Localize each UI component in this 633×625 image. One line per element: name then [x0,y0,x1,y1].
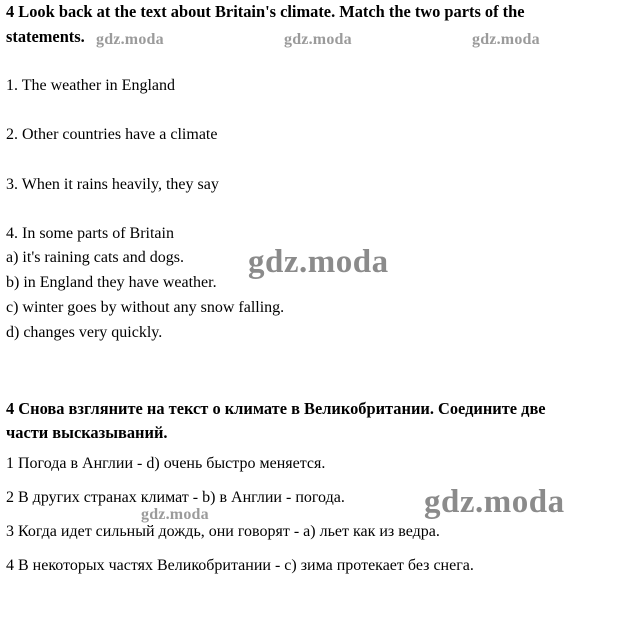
english-statement-2: 2. Other countries have a climate [6,126,218,143]
russian-answer-1: 1 Погода в Англии - d) очень быстро меняется. [6,455,326,472]
watermark-logo: gdz.moda [96,31,164,48]
russian-answer-4: 4 В некоторых частях Великобритании - с) зима протекает без снега. [6,557,474,574]
watermark-logo: gdz.moda [284,31,352,48]
russian-heading-line-1: 4 Снова взгляните на текст о климате в Великобритании. Соедините две [6,399,546,418]
english-option-b: b) in England they have weather. [6,274,217,291]
watermark-logo: gdz.moda [141,506,209,523]
watermark-logo: gdz.moda [472,31,540,48]
english-option-d: d) changes very quickly. [6,324,163,341]
russian-answer-3: 3 Когда идет сильный дождь, они говорят - а) льет как из ведра. [6,523,440,540]
russian-heading-line-2: части высказываний. [6,423,168,442]
english-statement-3: 3. When it rains heavily, they say [6,176,219,193]
watermark-logo: gdz.moda [424,484,565,520]
watermark-logo: gdz.moda [248,244,389,280]
russian-answer-2: 2 В других странах климат - b) в Англии - погода. [6,489,345,506]
english-statement-1: 1. The weather in England [6,77,175,94]
english-option-c: c) winter goes by without any snow falling. [6,299,285,316]
english-option-a: a) it's raining cats and dogs. [6,249,184,266]
english-heading-line-1: 4 Look back at the text about Britain's climate. Match the two parts of the [6,2,525,21]
english-statement-4: 4. In some parts of Britain [6,225,174,242]
english-heading-line-2: statements. [6,27,85,46]
